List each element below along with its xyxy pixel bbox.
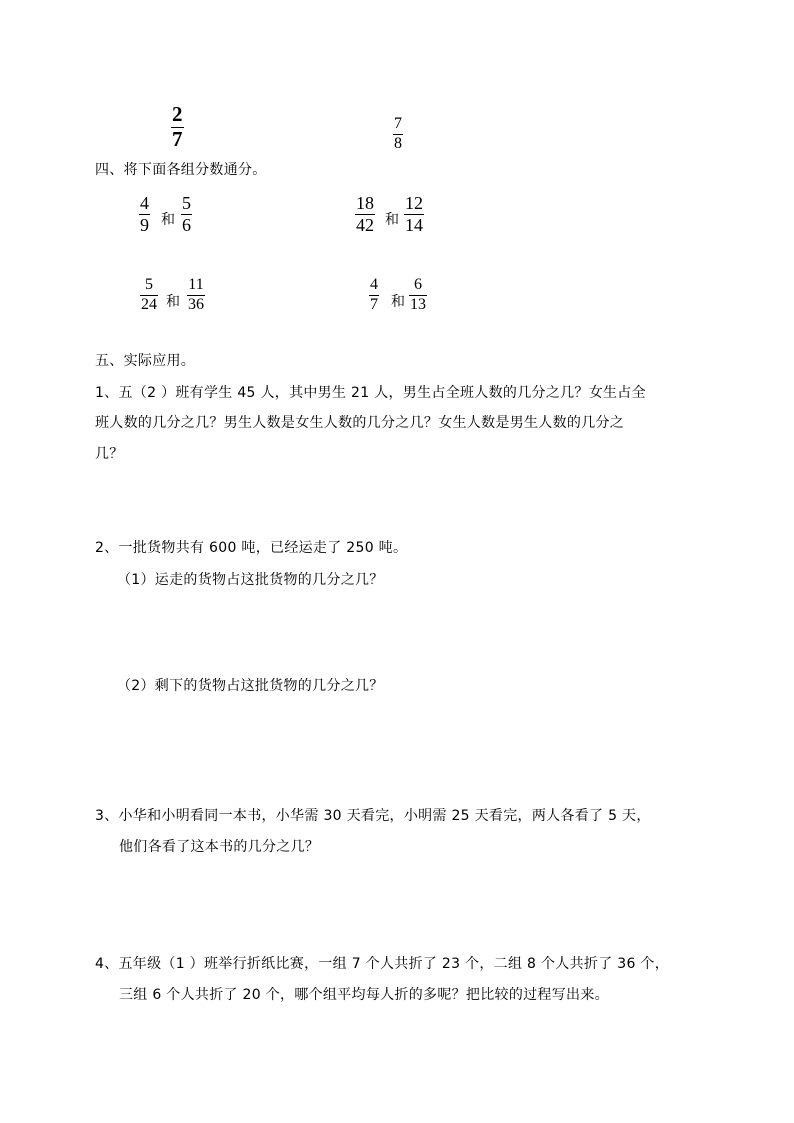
question-1-line-2: 班人数的几分之几？男生人数是女生人数的几分之几？女生人数是男生人数的几分之 [95,415,625,431]
section-5-title: 五、实际应用。 [95,353,196,369]
denominator: 24 [141,296,157,313]
and-label: 和 [385,212,399,228]
section-4-title: 四、将下面各组分数通分。 [95,162,267,178]
question-2-sub-1: （1）运走的货物占这批货物的几分之几？ [117,572,384,588]
numerator: 12 [405,193,423,213]
numerator: 6 [414,276,422,293]
fraction-5-24 [140,277,158,313]
fraction-12-14 [404,194,424,234]
numerator: 18 [356,193,374,213]
question-3-line-1: 3、小华和小明看同一本书，小华需 30 天看完，小明需 25 天看完，两人各看了 5 天， [95,808,651,824]
question-1-line-3: 几？ [95,446,124,462]
question-3-line-2: 他们各看了这本书的几分之几？ [119,839,320,855]
denominator: 8 [394,135,402,152]
numerator: 4 [370,276,378,293]
numerator: 2 [172,102,183,126]
numerator: 11 [188,276,204,293]
numerator: 5 [145,276,153,293]
question-2-sub-2: （2）剩下的货物占这批货物的几分之几？ [117,678,384,694]
fraction-4-7 [369,277,379,313]
denominator: 36 [188,296,204,313]
denominator: 7 [370,296,378,313]
fraction-5-6 [181,194,192,234]
question-4-line-1: 4、五年级（1 ）班举行折纸比赛，一组 7 个人共折了 23 个，二组 8 个人共折了 36 个， [95,956,670,972]
fraction-6-13 [409,277,427,313]
fraction-4-9 [139,194,150,234]
and-label: 和 [166,294,180,310]
fraction-18-42 [355,194,375,234]
question-1-line-1: 1、五（2 ）班有学生 45 人，其中男生 21 人，男生占全班人数的几分之几？女生占全 [95,385,646,401]
fraction-11-36 [187,277,205,313]
fraction-2-7 [171,104,184,150]
and-label: 和 [391,294,405,310]
denominator: 6 [182,215,191,235]
denominator: 13 [410,296,426,313]
question-4-line-2: 三组 6 个人共折了 20 个，哪个组平均每人折的多呢？把比较的过程写出来。 [119,987,609,1003]
numerator: 7 [394,115,402,132]
fraction-7-8 [393,116,403,152]
and-label: 和 [161,212,175,228]
denominator: 7 [172,127,183,151]
numerator: 5 [182,193,191,213]
denominator: 9 [140,215,149,235]
question-2-line-1: 2、一批货物共有 600 吨，已经运走了 250 吨。 [95,540,408,556]
numerator: 4 [140,193,149,213]
denominator: 14 [405,215,423,235]
denominator: 42 [356,215,374,235]
